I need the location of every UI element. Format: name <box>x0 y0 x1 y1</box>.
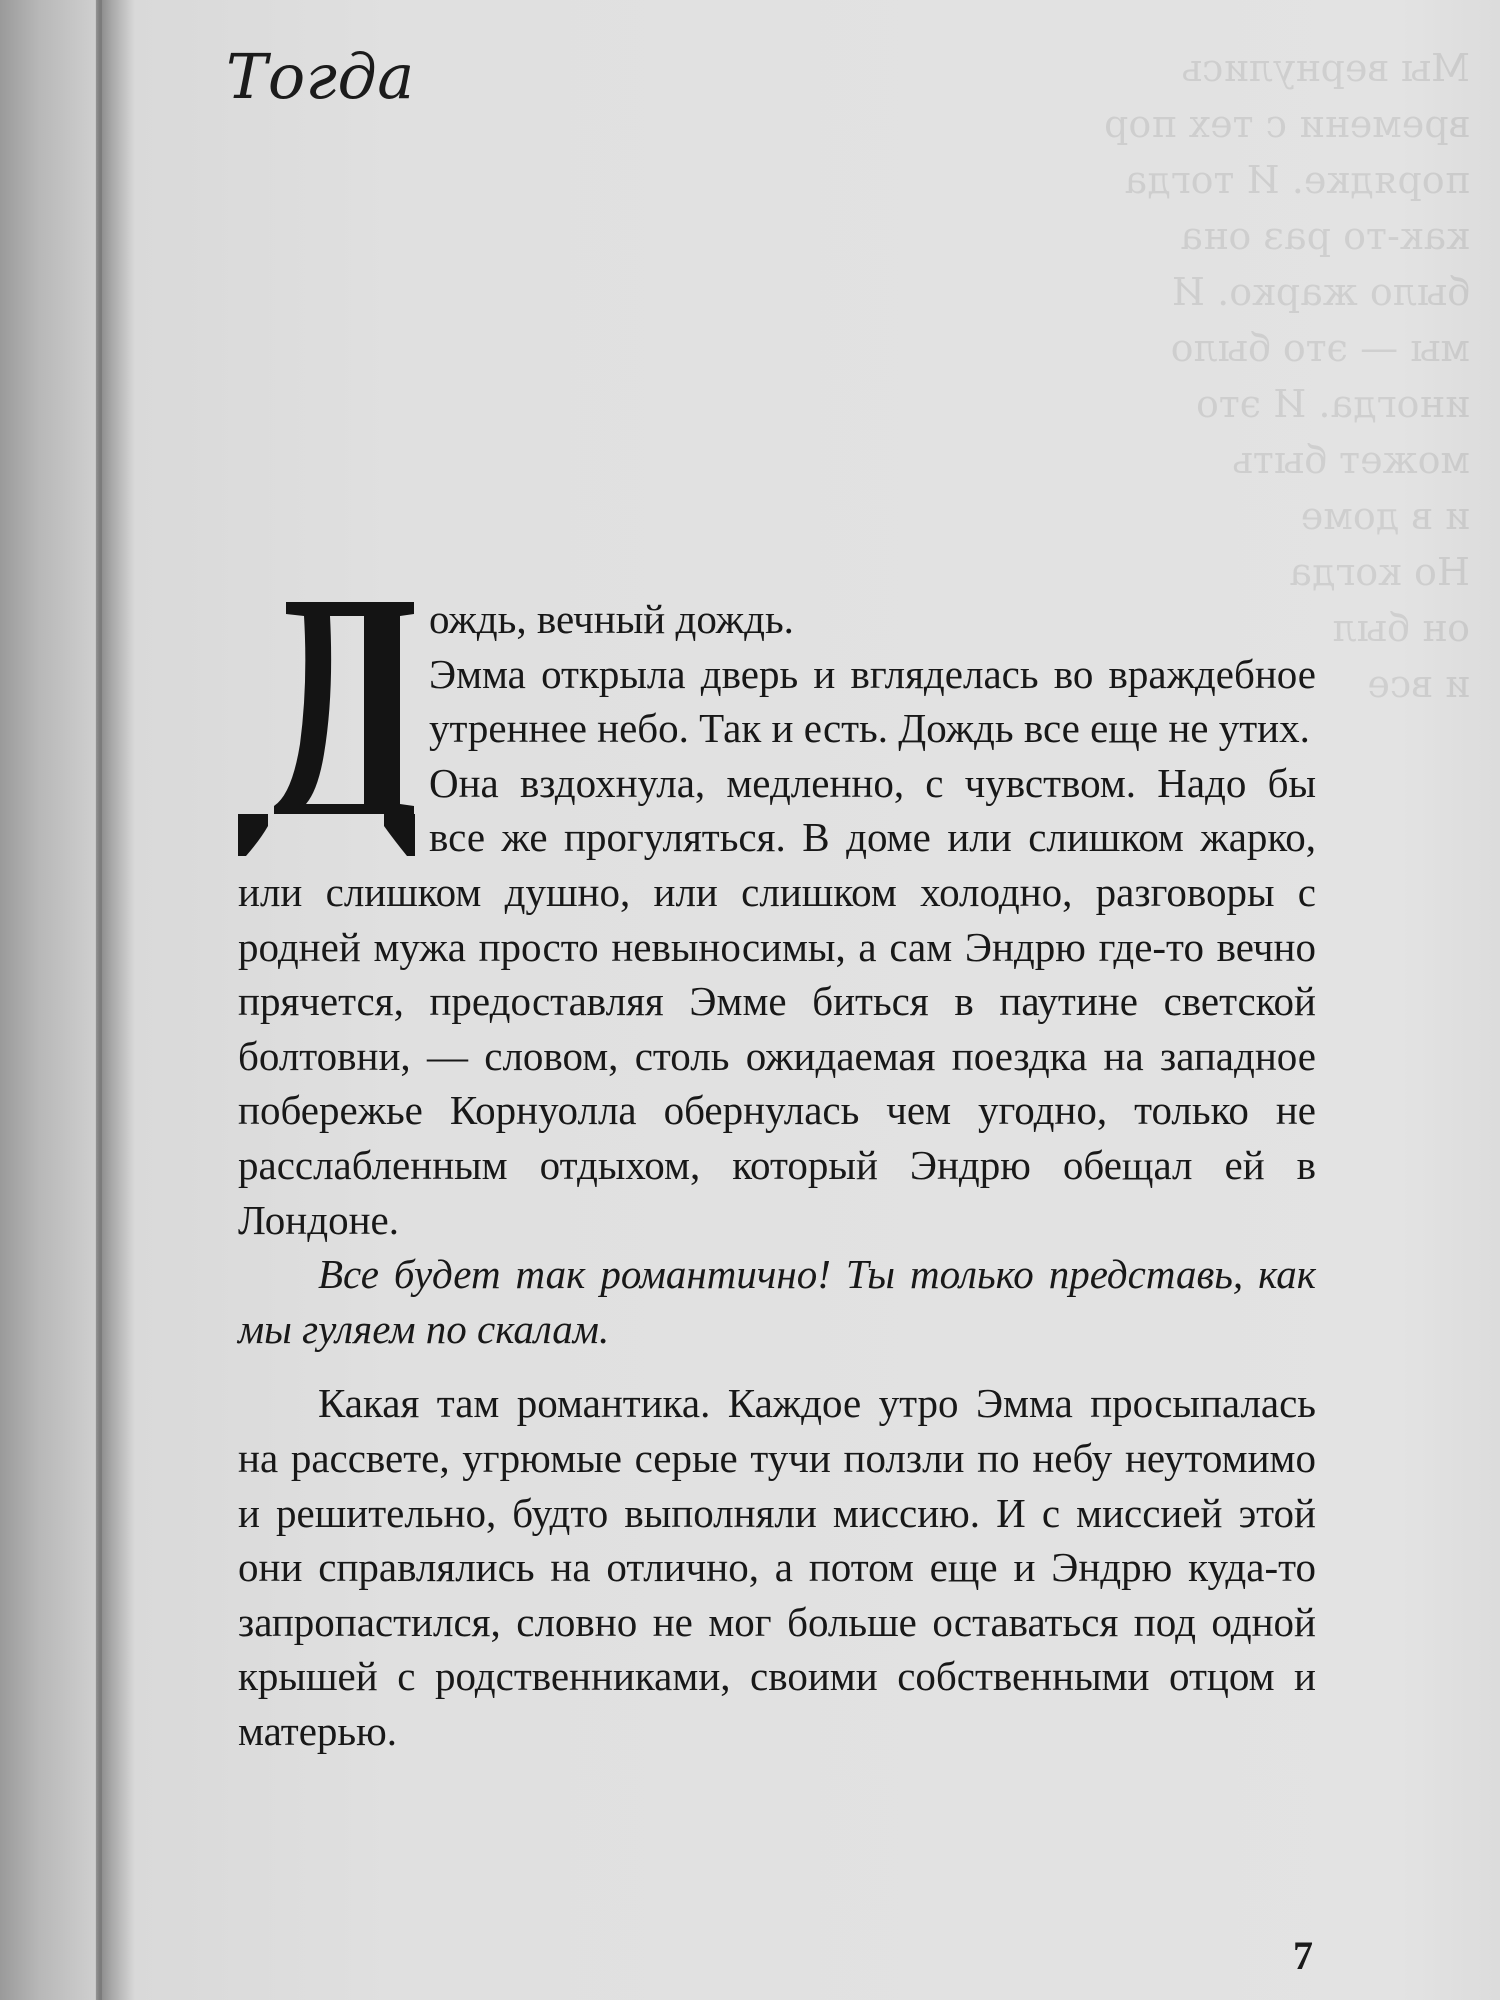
drop-cap <box>234 594 419 859</box>
paragraph-4-italic: Все будет так романтично! Ты только представь, как мы гуляем по скалам. <box>238 1251 1316 1352</box>
chapter-heading: Тогда <box>226 40 415 113</box>
book-spine-shadow <box>96 0 102 2000</box>
page-number: 7 <box>1293 1933 1313 1978</box>
paragraph-1: ождь, вечный дождь. <box>429 596 794 642</box>
paragraph-2: Эмма открыла дверь и вгляделась во враждебное утреннее небо. Так и есть. Дождь все еще не утих. <box>429 650 1316 752</box>
paragraph-3: Она вздохнула, медленно, с чувством. Надо бы все же прогуляться. В доме или слишком жарко, или слишком душно, или слишком холодно, разговоры с родней мужа просто невыносимы, а сам Эндрю где-то вечно прячется, предоставляя Эмме биться в паутине светской болтовни, — словом, столь ожидаемая поездка на западное побережье Корнуолла обернулась чем угодно, только не расслабленным отдыхом, который Эндрю обещал ей в Лондоне. <box>238 759 1316 1243</box>
paragraph-5: Какая там романтика. Каждое утро Эмма просыпалась на рассвете, угрюмые серые тучи ползли по небу неутомимо и решительно, будто выполняли миссию. И с миссией этой они справлялись на отлично, а потом еще и Эндрю куда-то запропастился, словно не мог больше оставаться под одной крышей с родственниками, своими собственными отцом и матерью. <box>238 1380 1316 1754</box>
show-through-text: Мы вернулись времени с тех пор порядке. И тогда как-то раз она было жарко. И мы — это было иногда. И это может быть и в доме Но когда он был и все <box>1104 46 1470 706</box>
drop-cap-letter <box>238 602 415 856</box>
body-text <box>238 592 1316 1758</box>
